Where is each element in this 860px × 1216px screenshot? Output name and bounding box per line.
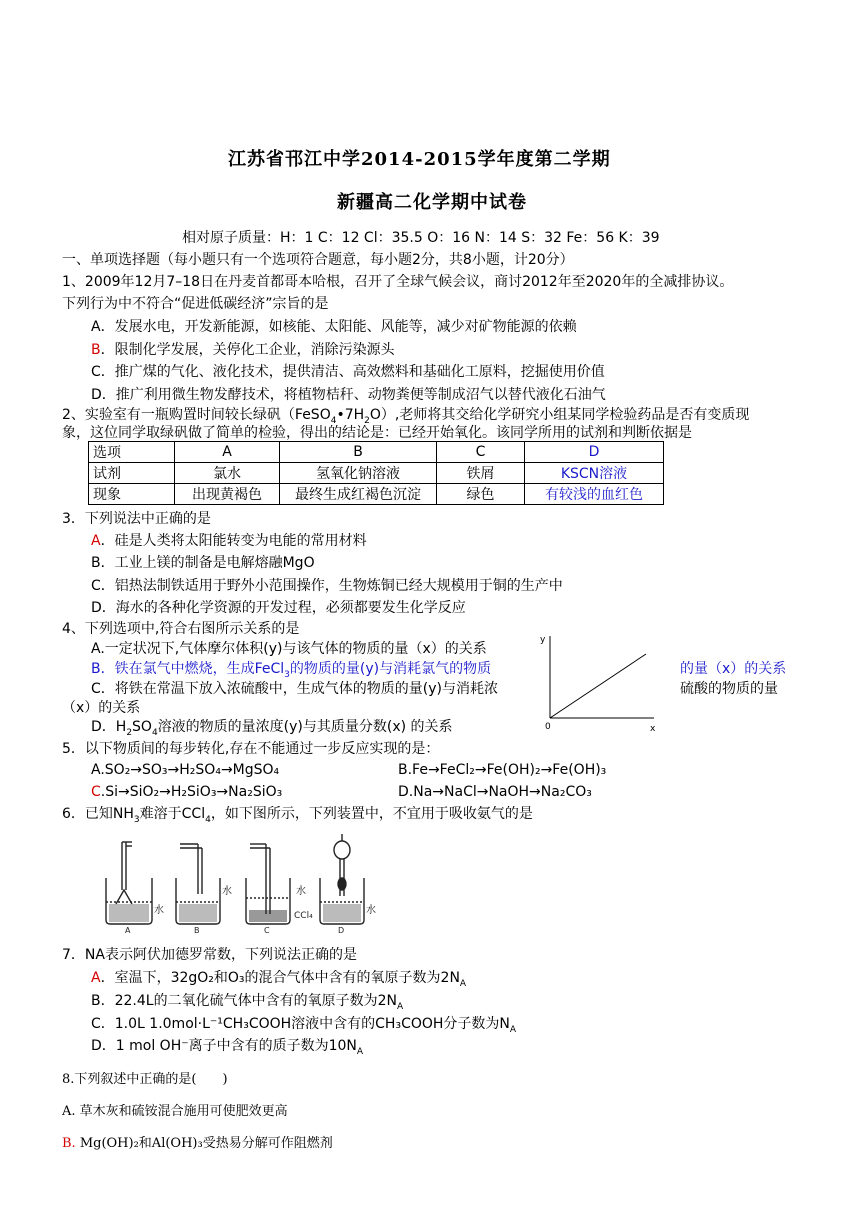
table-cell: 选项: [89, 442, 175, 463]
table-cell: 试剂: [89, 463, 175, 484]
sub: A: [459, 978, 467, 989]
table-cell: A: [175, 442, 280, 463]
q1-stem-line1: 1、2009年12月7–18日在丹麦首都哥本哈根，召开了全球气候会议，商讨2012年至2020年的全减排协议。: [62, 274, 734, 290]
water-label-b: 水: [222, 886, 232, 897]
water-label-c: 水: [296, 886, 306, 897]
water-label-d: 水: [366, 905, 376, 916]
q3-option-a: [91, 530, 367, 550]
table-row: [89, 484, 664, 505]
q8-stem: 8.下列叙述中正确的是( ): [62, 1072, 228, 1087]
table-cell: 出现黄褐色: [175, 484, 280, 505]
q2-options-table: [88, 441, 664, 505]
q5-stem: 5．以下物质间的每步转化,存在不能通过一步反应实现的是：: [62, 741, 440, 757]
text: B．铁在氯气中燃烧，生成FeCl: [91, 661, 285, 677]
beaker-a: [106, 842, 152, 924]
beaker-b: [176, 844, 220, 924]
table-cell: KSCN溶液: [525, 463, 664, 484]
q8-option-b: [62, 1132, 333, 1151]
beaker-d: [320, 834, 364, 924]
table-cell: C: [437, 442, 525, 463]
sub: A: [396, 1001, 404, 1012]
table-row: [89, 442, 664, 463]
relation-line: [550, 654, 646, 718]
sub: 3: [284, 669, 290, 680]
answer-letter: B.: [62, 1136, 76, 1151]
table-cell: D: [525, 442, 664, 463]
section-heading: 一、单项选择题（每小题只有一个选项符合题意，每小题2分，共8小题，计20分）: [62, 252, 574, 268]
sub: 2: [126, 727, 133, 738]
q2-stem-line2: 象，这位同学取绿矾做了简单的检验，得出的结论是：已经开始氧化。该同学所用的试剂和判断依据是: [62, 425, 692, 441]
table-cell: B: [280, 442, 437, 463]
q7-option-a: [91, 967, 466, 987]
option-text: B．22.4L的二氧化硫气体中含有的氧原子数为2N: [91, 993, 397, 1009]
q5-option-a: A.SO₂→SO₃→H₂SO₄→MgSO₄: [91, 762, 280, 778]
sub: 4: [205, 814, 211, 825]
sub: 4: [330, 415, 337, 426]
q7-option-d: [91, 1035, 363, 1055]
option-text: D．1 mol OH⁻离子中含有的质子数为10N: [91, 1038, 357, 1054]
q4-option-d: [91, 716, 453, 736]
answer-letter: A: [91, 533, 101, 549]
table-cell: 氯水: [175, 463, 280, 484]
option-text: C．1.0L 1.0mol·L⁻¹CH₃COOH溶液中含有的CH₃COOH分子数为N: [91, 1016, 510, 1032]
sub: 4: [151, 727, 158, 738]
q4-option-a: A.一定状况下,气体摩尔体积(y)与该气体的物质的量（x）的关系: [91, 641, 487, 657]
label-c: C: [264, 926, 270, 934]
q1-option-b: [91, 339, 395, 359]
beaker-c: [246, 844, 290, 924]
q3-option-b: B．工业上镁的制备是电解熔融MgO: [91, 555, 315, 571]
table-cell: 绿色: [437, 484, 525, 505]
q1-option-a: A．发展水电，开发新能源，如核能、太阳能、风能等，减少对矿物能源的依赖: [91, 319, 577, 335]
text: 的物质的量(y)与消耗氯气的物质: [289, 661, 492, 677]
option-text: ．硅是人类将太阳能转变为电能的常用材料: [100, 533, 367, 549]
option-text: ．室温下，32gO₂和O₃的混合气体中含有的氧原子数为2N: [100, 970, 460, 986]
q5-option-b: B.Fe→FeCl₂→Fe(OH)₂→Fe(OH)₃: [398, 762, 607, 778]
sub: A: [356, 1046, 364, 1057]
text: 难溶于CCl: [139, 806, 206, 822]
text: 6．已知NH: [62, 806, 134, 822]
table-cell: 铁屑: [437, 463, 525, 484]
label-b: B: [194, 926, 200, 934]
option-text: Mg(OH)₂和Al(OH)₃受热易分解可作阻燃剂: [75, 1136, 333, 1151]
text: •7H: [336, 407, 365, 423]
q1-option-d: D．推广利用微生物发酵技术，将植物桔秆、动物粪便等制成沼气以替代液化石油气: [91, 387, 606, 403]
q7-option-b: [91, 990, 403, 1010]
answer-letter: B: [91, 342, 101, 358]
q4-option-c: C．将铁在常温下放入浓硫酸中，生成气体的物质的量(y)与消耗浓: [91, 681, 498, 697]
origin-label: 0: [545, 722, 551, 732]
q1-option-c: C．推广煤的气化、液化技术，提供清洁、高效燃料和基础化工原料，挖掘使用价值: [91, 364, 605, 380]
q4-option-c-line2: （x）的关系: [62, 700, 141, 716]
option-text: ．限制化学发展，关停化工企业，消除污染源头: [100, 342, 395, 358]
q1-stem-line2: 下列行为中不符合“促进低碳经济”宗旨的是: [62, 296, 329, 312]
q2-stem-line1: [62, 404, 749, 424]
q6-apparatus-figure: [100, 832, 390, 934]
x-axis-label: x: [650, 724, 656, 734]
atomic-mass-line: 相对原子质量：H：1 C：12 Cl：35.5 O：16 N：14 S：32 Fe：56 K：39: [182, 230, 660, 246]
option-text: .Si→SiO₂→H₂SiO₃→Na₂SiO₃: [100, 784, 283, 800]
exam-title-subject: 新疆高二化学期中试卷: [337, 192, 527, 213]
q6-stem: [62, 803, 533, 823]
q4-option-b-end: 的量（x）的关系: [680, 661, 787, 677]
water-label-a: 水: [154, 905, 164, 916]
text: D．H: [91, 719, 127, 735]
text: O）,老师将其交给化学研究小组某同学检验药品是否有变质现: [369, 407, 750, 423]
text: SO: [132, 719, 152, 735]
ccl4-label: CCl₄: [294, 911, 313, 921]
q5-option-d: D.Na→NaCl→NaOH→Na₂CO₃: [398, 784, 592, 800]
q7-option-c: [91, 1013, 516, 1033]
q4-option-b: [91, 658, 491, 678]
q8-option-a: A. 草木灰和硫铵混合施用可使肥效更高: [62, 1104, 288, 1119]
q3-option-d: D．海水的各种化学资源的开发过程，必须都要发生化学反应: [91, 600, 466, 616]
answer-letter: A: [91, 970, 101, 986]
text: 溶液的物质的量浓度(y)与其质量分数(x) 的关系: [157, 719, 453, 735]
q4-relation-graph: [536, 630, 666, 735]
label-d: D: [338, 926, 345, 934]
table-cell: 有较浅的血红色: [525, 484, 664, 505]
text: ，如下图所示，下列装置中，不宜用于吸收氨气的是: [210, 806, 533, 822]
label-a: A: [125, 926, 131, 934]
table-row: [89, 463, 664, 484]
table-cell: 现象: [89, 484, 175, 505]
q4-option-c-end: 硫酸的物质的量: [680, 681, 778, 697]
answer-letter: C: [91, 784, 101, 800]
sub: A: [509, 1024, 517, 1035]
q3-option-c: C．铝热法制铁适用于野外小范围操作，生物炼铜已经大规模用于铜的生产中: [91, 578, 563, 594]
text: 2、实验室有一瓶购置时间较长绿矾（FeSO: [62, 407, 331, 423]
table-cell: 最终生成红褐色沉淀: [280, 484, 437, 505]
q5-option-c: [91, 784, 282, 800]
q7-stem: 7．NA表示阿伏加德罗常数，下列说法正确的是: [62, 947, 357, 963]
sub: 3: [133, 814, 140, 825]
sub: 2: [364, 415, 370, 426]
q3-stem: 3．下列说法中正确的是: [62, 511, 211, 527]
exam-title-school: 江苏省邗江中学2014-2015学年度第二学期: [228, 149, 611, 170]
y-axis-label: y: [540, 635, 546, 645]
table-cell: 氢氧化钠溶液: [280, 463, 437, 484]
q4-stem: 4、下列选项中,符合右图所示关系的是: [62, 621, 300, 637]
